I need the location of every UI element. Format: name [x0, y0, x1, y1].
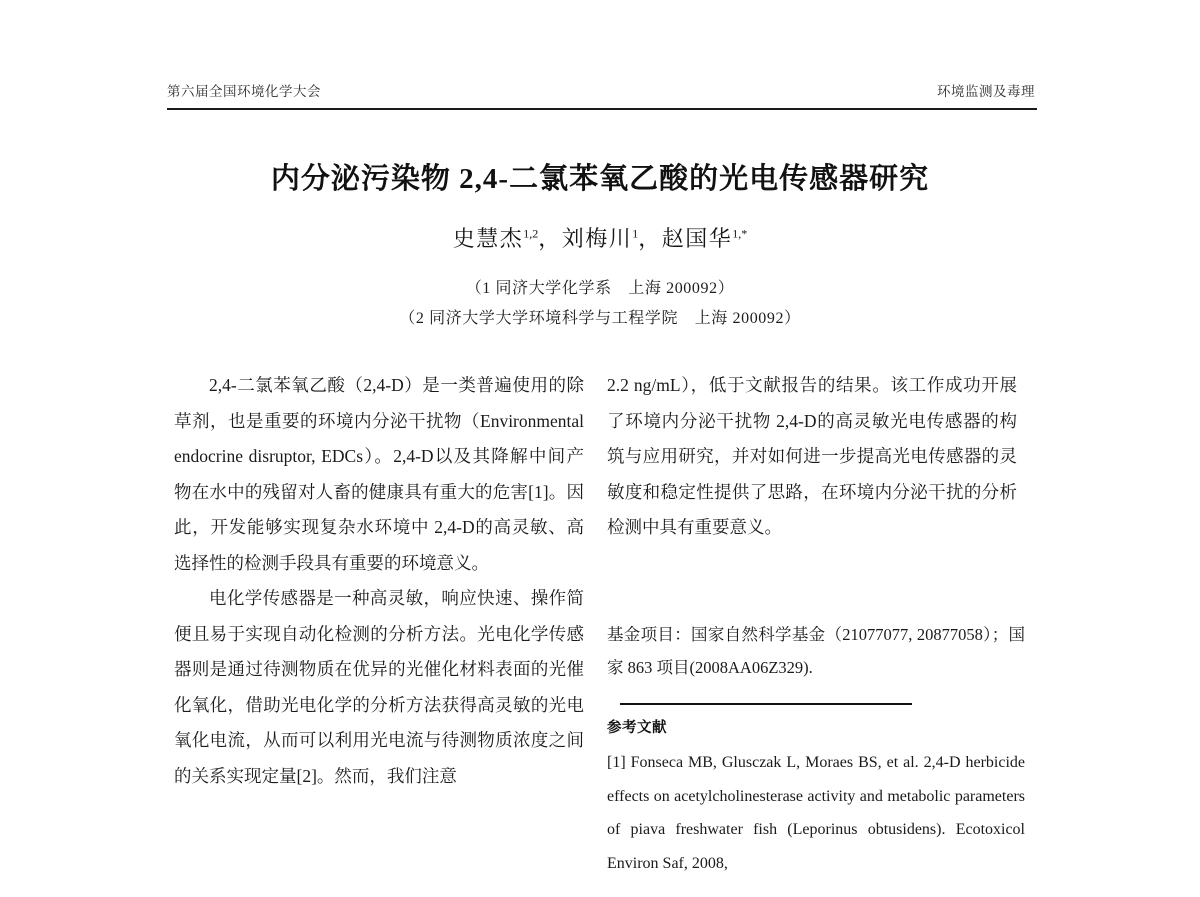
references-list — [607, 746, 1025, 880]
author-name-3: 赵国华 — [661, 226, 733, 251]
author-separator-2: ， — [638, 226, 662, 251]
running-header — [167, 84, 1037, 100]
author-affil-marker-1: 1,2 — [523, 226, 539, 241]
references-heading: 参考文献 — [607, 720, 667, 736]
author-list — [0, 222, 1200, 253]
running-header-right: 环境监测及毒理 — [937, 84, 1035, 99]
paragraph-right-1: 2.2 ng/mL），低于文献报告的结果。该工作成功开展了环境内分泌干扰物 2,4-D的高灵敏光电传感器的构筑与应用研究，并对如何进一步提高光电传感器的灵敏度和稳定性提供了思路，在环境内分泌干扰的分析检测中具有重要意义。 — [607, 375, 1017, 537]
author-affil-marker-2: 1 — [632, 226, 639, 241]
author-name-2: 刘梅川 — [561, 226, 633, 251]
header-divider-rule — [167, 108, 1037, 110]
affiliation-1: （1 同济大学化学系 上海 200092） — [465, 280, 735, 297]
paragraph-left-1: 2,4-二氯苯氧乙酸（2,4-D）是一类普遍使用的除草剂，也是重要的环境内分泌干扰物（Environmental endocrine disruptor, EDCs）。2,4-D以及其降解中间产物在水中的残留对人畜的健康具有重大的危害[1]。因此，开发能够实现复杂水环境中 2,4-D的高灵敏、高选择性的检测手段具有重要的环境意义。 — [174, 375, 584, 573]
author-affil-marker-3: 1,* — [732, 226, 748, 241]
paragraph-left-2: 电化学传感器是一种高灵敏，响应快速、操作简便且易于实现自动化检测的分析方法。光电化学传感器则是通过待测物质在优异的光催化材料表面的光催化氧化，借助光电化学的分析方法获得高灵敏的光电氧化电流，从而可以利用光电流与待测物质浓度之间的关系实现定量[2]。然而，我们注意 — [174, 588, 584, 786]
reference-item: [1] Fonseca MB, Glusczak L, Moraes BS, et al. 2,4-D herbicide effects on acetylcholinesterase activity and metabolic parameters of piava freshwater fish (Leporinus obtusidens). Ecotoxicol Environ Saf, 2008, — [607, 754, 1025, 872]
body-column-left — [174, 368, 584, 794]
author-name-1: 史慧杰 — [452, 226, 524, 251]
footnote-divider-rule — [620, 703, 912, 705]
author-separator-1: ， — [538, 226, 562, 251]
funding-note: 基金项目：国家自然科学基金（21077077, 20877058）；国家 863 项目(2008AA06Z329). — [607, 625, 1025, 677]
affiliation-2: （2 同济大学大学环境科学与工程学院 上海 200092） — [399, 310, 801, 327]
running-header-left: 第六届全国环境化学大会 — [167, 84, 321, 99]
body-column-right — [607, 368, 1017, 546]
page-title: 内分泌污染物 2,4-二氯苯氧乙酸的光电传感器研究 — [270, 163, 930, 195]
